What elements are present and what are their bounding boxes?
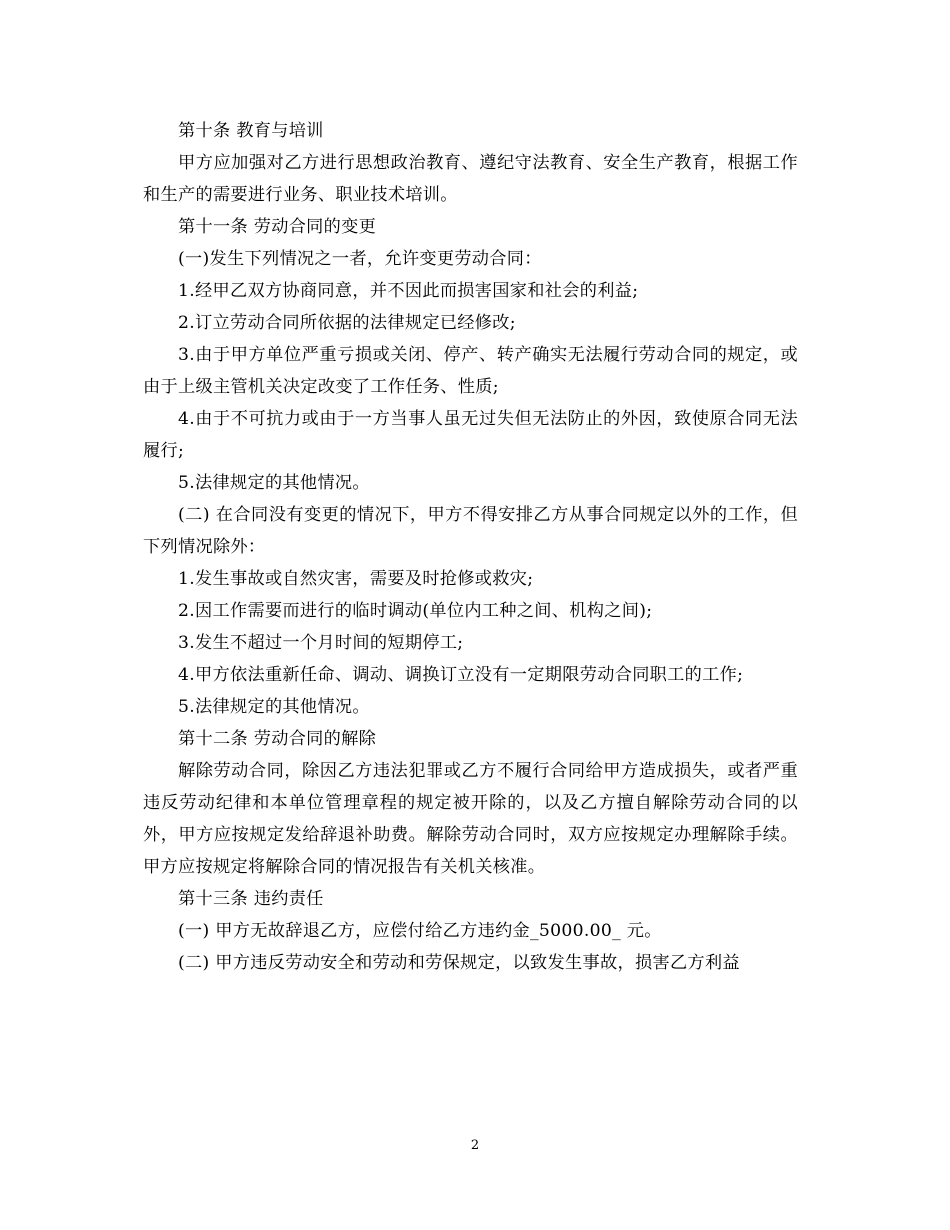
article-11-clause-2-item-1: 1.发生事故或自然灾害，需要及时抢修或救灾; <box>178 569 534 589</box>
article-11-clause-2-item-3: 3.发生不超过一个月时间的短期停工; <box>178 633 464 653</box>
document-body <box>143 115 798 979</box>
article-11-clause-1-item-3: 3.由于甲方单位严重亏损或关闭、停产、转产确实无法履行劳动合同的规定，或由于上级主管机关决定改变了工作任务、性质; <box>143 345 798 397</box>
article-11-clause-1-item-4: 4.由于不可抗力或由于一方当事人虽无过失但无法防止的外因，致使原合同无法履行; <box>143 409 798 461</box>
article-11-clause-1-item-2: 2.订立劳动合同所依据的法律规定已经修改; <box>178 313 516 333</box>
article-11-clause-1-item-1: 1.经甲乙双方协商同意，并不因此而损害国家和社会的利益; <box>178 281 639 301</box>
article-10-heading: 第十条 教育与培训 <box>178 121 324 141</box>
article-13-heading: 第十三条 违约责任 <box>178 889 324 909</box>
article-11-clause-2-item-4: 4.甲方依法重新任命、调动、调换订立没有一定期限劳动合同职工的工作; <box>178 665 744 685</box>
article-10-text: 甲方应加强对乙方进行思想政治教育、遵纪守法教育、安全生产教育，根据工作和生产的需要进行业务、职业技术培训。 <box>143 153 798 205</box>
article-11-clause-1-item-5: 5.法律规定的其他情况。 <box>178 473 370 493</box>
article-13-clause-1: (一) 甲方无故辞退乙方，应偿付给乙方违约金_5000.00_ 元。 <box>178 921 662 941</box>
article-13-clause-2: (二) 甲方违反劳动安全和劳动和劳保规定，以致发生事故，损害乙方利益 <box>178 953 740 973</box>
article-12-text: 解除劳动合同，除因乙方违法犯罪或乙方不履行合同给甲方造成损失，或者严重违反劳动纪律和本单位管理章程的规定被开除的，以及乙方擅自解除劳动合同的以外，甲方应按规定发给辞退补助费。解除劳动合同时，双方应按规定办理解除手续。甲方应按规定将解除合同的情况报告有关机关核准。 <box>143 761 798 877</box>
article-11-clause-2-item-2: 2.因工作需要而进行的临时调动(单位内工种之间、机构之间); <box>178 601 653 621</box>
article-11-clause-1: (一)发生下列情况之一者，允许变更劳动合同： <box>178 249 542 269</box>
page-number: 2 <box>470 1138 480 1153</box>
article-12-heading: 第十二条 劳动合同的解除 <box>178 729 377 749</box>
article-11-clause-2-item-5: 5.法律规定的其他情况。 <box>178 697 370 717</box>
article-11-clause-2: (二) 在合同没有变更的情况下，甲方不得安排乙方从事合同规定以外的工作，但下列情况除外： <box>143 505 798 557</box>
article-11-heading: 第十一条 劳动合同的变更 <box>178 217 377 237</box>
